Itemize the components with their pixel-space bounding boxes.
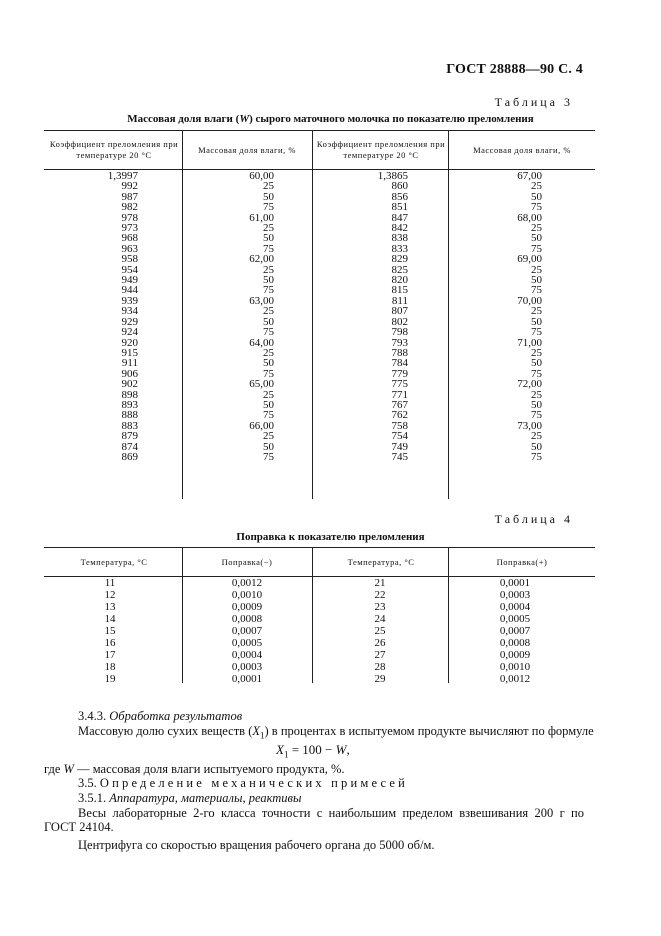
table-cell: 929 [121, 315, 138, 328]
table-cell: 25 [531, 180, 542, 193]
paragraph-text: Массовую долю сухих веществ ( [78, 724, 253, 738]
table-cell: 820 [391, 274, 408, 287]
table-cell: 75 [531, 201, 542, 214]
table-cell: 11 [104, 577, 116, 589]
table-cell: 902 [121, 378, 138, 391]
table-cell: 784 [391, 357, 408, 370]
table-cell: 22 [374, 589, 386, 601]
formula-end: , [346, 742, 350, 757]
table-cell: 16 [104, 637, 116, 649]
table-cell: 0,0010 [499, 661, 531, 673]
table-cell: 75 [263, 242, 274, 255]
table-cell: 18 [104, 661, 116, 673]
table-cell: 27 [374, 649, 386, 661]
table-cell: 50 [531, 190, 542, 203]
paragraph-text: ) в процентах в испытуемом продукте вычисляют по формуле [264, 724, 594, 738]
table3-title: Массовая доля влаги (W) сырого маточного молочка по показателю преломления [127, 113, 534, 125]
table-cell: 12 [104, 589, 116, 601]
table-cell: 25 [263, 430, 274, 443]
table4-divider-1 [182, 547, 183, 683]
table-cell: 50 [531, 398, 542, 411]
table-cell: 963 [121, 242, 138, 255]
table4-col4-header: Поправка(+) [496, 557, 548, 567]
table4-top-rule [44, 547, 595, 548]
table-cell: 50 [263, 440, 274, 453]
paragraph-text: — массовая доля влаги испытуемого продукта, %. [73, 762, 345, 776]
table-cell: 0,0008 [499, 637, 531, 649]
table-cell: 883 [121, 419, 138, 432]
table3-top-rule [44, 130, 595, 131]
table-cell: 811 [391, 294, 408, 307]
table-cell: 14 [104, 613, 116, 625]
table-cell: 75 [263, 450, 274, 463]
table-cell: 75 [531, 409, 542, 422]
table-cell: 65,00 [249, 378, 274, 391]
table-cell: 0,0007 [231, 625, 263, 637]
table-cell: 954 [121, 263, 138, 276]
table-cell: 0,0009 [499, 649, 531, 661]
table-cell: 25 [531, 388, 542, 401]
table-cell: 0,0004 [231, 649, 263, 661]
table4-col1-values [90, 577, 130, 685]
table3-col1-header: Коэффициент преломления при температуре 20 °С [49, 139, 179, 160]
table-cell: 802 [391, 315, 408, 328]
table-cell: 0,0004 [499, 601, 531, 613]
table-cell: 939 [121, 294, 138, 307]
table-cell: 25 [263, 305, 274, 318]
table-cell: 869 [121, 450, 138, 463]
table4-divider-3 [448, 547, 449, 683]
table-cell: 67,00 [517, 170, 542, 182]
table-cell: 69,00 [517, 253, 542, 266]
paragraph-text: где [44, 762, 64, 776]
table-cell: 25 [374, 625, 386, 637]
table-cell: 978 [121, 211, 138, 224]
table-cell: 934 [121, 305, 138, 318]
table-cell: 50 [531, 315, 542, 328]
table-cell: 1,3865 [377, 170, 408, 182]
table4-label: Таблица 4 [494, 512, 573, 526]
table-cell: 62,00 [249, 253, 274, 266]
table-cell: 924 [121, 326, 138, 339]
table-cell: 68,00 [517, 211, 542, 224]
table4-col1-header: Температура, °С [80, 557, 148, 567]
table-cell: 0,0012 [231, 577, 263, 589]
table-cell: 75 [263, 326, 274, 339]
table-cell: 21 [374, 577, 386, 589]
section-3-4-3 [78, 709, 242, 724]
table-cell: 29 [374, 673, 386, 685]
section-3-5 [78, 776, 408, 791]
table-cell: 851 [391, 201, 408, 214]
table-cell: 25 [531, 263, 542, 276]
table-cell: 973 [121, 222, 138, 235]
table-cell: 829 [391, 253, 408, 266]
table4-col3-values [360, 577, 400, 685]
table-cell: 25 [531, 430, 542, 443]
table-cell: 17 [104, 649, 116, 661]
table-cell: 75 [531, 242, 542, 255]
table-cell: 15 [104, 625, 116, 637]
paragraph-scales-line1: Весы лабораторные 2-го класса точности с наибольшим пределом взвешивания 200 г по [78, 806, 584, 820]
table-cell: 0,0005 [231, 637, 263, 649]
table-cell: 767 [391, 398, 408, 411]
table-cell: 70,00 [517, 294, 542, 307]
formula [276, 742, 350, 760]
table-cell: 75 [531, 284, 542, 297]
document-header: ГОСТ 28888—90 С. 4 [446, 62, 583, 77]
table3-col4-header: Массовая доля влаги, % [473, 145, 571, 155]
table-cell: 50 [263, 315, 274, 328]
table3-col3-values [348, 171, 408, 462]
table-cell: 25 [531, 346, 542, 359]
table-cell: 949 [121, 274, 138, 287]
table-cell: 958 [121, 253, 138, 266]
table-cell: 920 [121, 336, 138, 349]
table-cell: 50 [263, 232, 274, 245]
table-cell: 838 [391, 232, 408, 245]
table-cell: 788 [391, 346, 408, 359]
table-cell: 874 [121, 440, 138, 453]
table-cell: 0,0003 [231, 661, 263, 673]
table-cell: 0,0001 [499, 577, 531, 589]
table3-col2-header: Массовая доля влаги, % [198, 145, 296, 155]
table-cell: 75 [263, 201, 274, 214]
table-cell: 798 [391, 326, 408, 339]
table-cell: 0,0005 [499, 613, 531, 625]
table-cell: 0,0008 [231, 613, 263, 625]
table-cell: 762 [391, 409, 408, 422]
table-cell: 915 [121, 346, 138, 359]
table3-col1-values [80, 171, 138, 462]
table-cell: 749 [391, 440, 408, 453]
paragraph-dry-matter [78, 724, 594, 743]
table-cell: 25 [263, 346, 274, 359]
table-cell: 50 [531, 274, 542, 287]
table-cell: 24 [374, 613, 386, 625]
table-cell: 771 [391, 388, 408, 401]
table-cell: 745 [391, 450, 408, 463]
table-cell: 75 [263, 367, 274, 380]
table-cell: 73,00 [517, 419, 542, 432]
table-cell: 825 [391, 263, 408, 276]
section-number: 3.5. [78, 776, 97, 790]
table-cell: 1,3997 [107, 170, 138, 182]
table-cell: 13 [104, 601, 116, 613]
table3-label: Таблица 3 [494, 95, 573, 109]
table3-divider-1 [182, 130, 183, 499]
table-cell: 847 [391, 211, 408, 224]
table-cell: 26 [374, 637, 386, 649]
variable-x: X [252, 724, 260, 738]
table4-divider-2 [312, 547, 313, 683]
section-title: Обработка результатов [109, 709, 243, 723]
table-cell: 879 [121, 430, 138, 443]
table3-col4-values [480, 171, 542, 462]
table-cell: 66,00 [249, 419, 274, 432]
table-cell: 63,00 [249, 294, 274, 307]
section-title: Аппаратура, материалы, реактивы [109, 791, 302, 805]
table-cell: 0,0001 [231, 673, 263, 685]
table-cell: 0,0007 [499, 625, 531, 637]
table-cell: 71,00 [517, 336, 542, 349]
table3-col3-header: Коэффициент преломления при температуре 20 °С [316, 139, 446, 160]
table-cell: 25 [263, 222, 274, 235]
table-cell: 898 [121, 388, 138, 401]
table-cell: 50 [263, 190, 274, 203]
section-title: Определение механических примесей [99, 776, 409, 790]
paragraph-where [44, 762, 345, 777]
table-cell: 61,00 [249, 211, 274, 224]
table-cell: 944 [121, 284, 138, 297]
table-cell: 25 [263, 388, 274, 401]
table-cell: 60,00 [249, 170, 274, 182]
section-number: 3.4.3. [78, 709, 107, 723]
table-cell: 50 [263, 398, 274, 411]
table-cell: 50 [531, 232, 542, 245]
table-cell: 0,0009 [231, 601, 263, 613]
subscript: 1 [260, 730, 265, 741]
table-cell: 833 [391, 242, 408, 255]
table4-col2-header: Поправка(−) [221, 557, 273, 567]
table-cell: 50 [531, 440, 542, 453]
table-cell: 793 [391, 336, 408, 349]
table-cell: 906 [121, 367, 138, 380]
paragraph-centrifuge: Центрифуга со скоростью вращения рабочего органа до 5000 об/м. [78, 838, 435, 852]
table-cell: 28 [374, 661, 386, 673]
table-cell: 860 [391, 180, 408, 193]
table-cell: 968 [121, 232, 138, 245]
table-cell: 72,00 [517, 378, 542, 391]
table-cell: 25 [263, 263, 274, 276]
table-cell: 75 [531, 326, 542, 339]
table-cell: 982 [121, 201, 138, 214]
table-cell: 19 [104, 673, 116, 685]
table4-title: Поправка к показателю преломления [236, 531, 425, 543]
table-cell: 815 [391, 284, 408, 297]
table-cell: 75 [263, 284, 274, 297]
variable-w: W [63, 762, 74, 776]
table4-col4-values [480, 577, 550, 685]
table-cell: 23 [374, 601, 386, 613]
table-cell: 911 [121, 357, 138, 370]
table3-divider-3 [448, 130, 449, 499]
table-cell: 987 [121, 190, 138, 203]
section-3-5-1 [78, 791, 301, 806]
table-cell: 893 [121, 398, 138, 411]
table-cell: 775 [391, 378, 408, 391]
table-cell: 75 [531, 450, 542, 463]
table-cell: 75 [531, 367, 542, 380]
formula-rhs: = 100 − [288, 742, 336, 757]
table-cell: 992 [121, 180, 138, 193]
table4-col2-values [212, 577, 282, 685]
table-cell: 779 [391, 367, 408, 380]
table-cell: 856 [391, 190, 408, 203]
formula-lhs: X [276, 742, 284, 757]
formula-w: W [335, 742, 347, 757]
table-cell: 50 [263, 357, 274, 370]
section-number: 3.5.1. [78, 791, 107, 805]
table-cell: 754 [391, 430, 408, 443]
table-cell: 0,0003 [499, 589, 531, 601]
table-cell: 807 [391, 305, 408, 318]
table-cell: 888 [121, 409, 138, 422]
table3-col2-values [210, 171, 274, 462]
table-cell: 50 [531, 357, 542, 370]
table-cell: 0,0012 [499, 673, 531, 685]
formula-subscript: 1 [283, 749, 289, 760]
table-cell: 50 [263, 274, 274, 287]
table-cell: 75 [263, 409, 274, 422]
table-cell: 758 [391, 419, 408, 432]
table-cell: 25 [531, 222, 542, 235]
table-cell: 842 [391, 222, 408, 235]
paragraph-scales-line2: ГОСТ 24104. [44, 820, 114, 834]
table-cell: 25 [531, 305, 542, 318]
table-cell: 25 [263, 180, 274, 193]
table3-divider-2 [312, 130, 313, 499]
table-cell: 64,00 [249, 336, 274, 349]
table4-col3-header: Температура, °С [347, 557, 415, 567]
table-cell: 0,0010 [231, 589, 263, 601]
